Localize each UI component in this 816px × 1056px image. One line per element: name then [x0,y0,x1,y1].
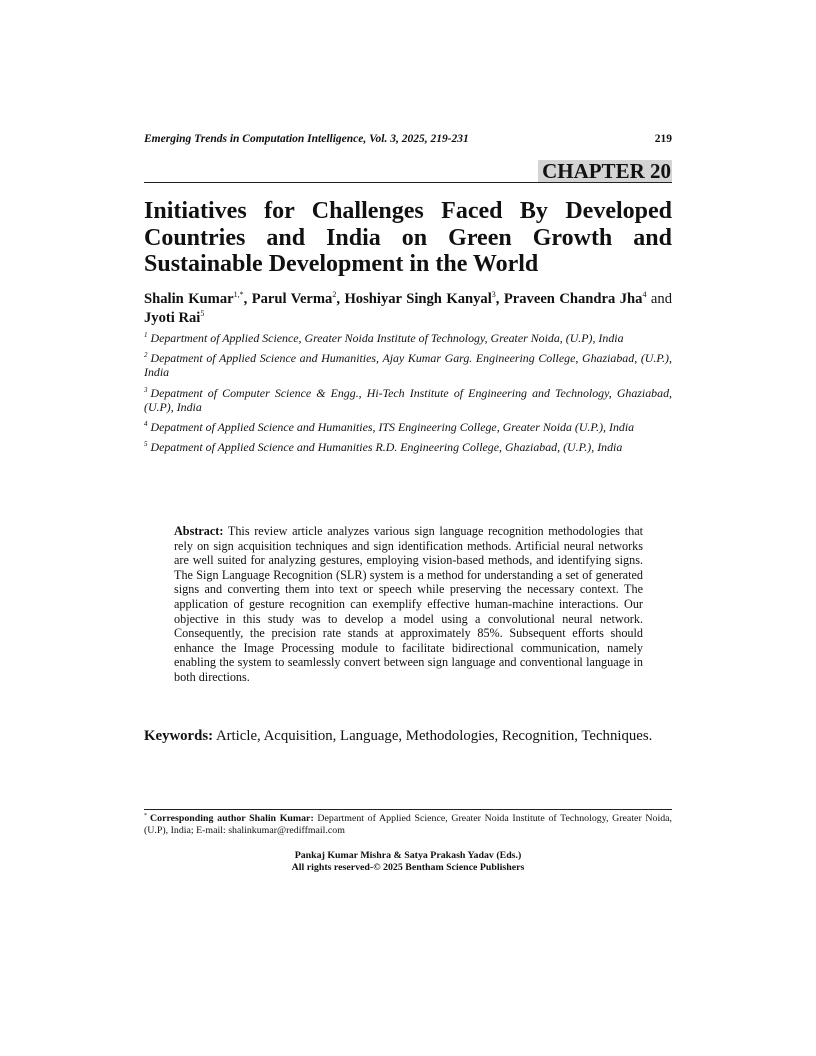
running-header [144,133,672,145]
chapter-title: Initiatives for Challenges Faced By Developed Countries and India on Green Growth and Sustainable Development in the World [144,198,672,277]
chapter-label: CHAPTER 20 [538,160,672,183]
abstract-text: This review article analyzes various sign language recognition methodologies that rely on sign acquisition techniques and sign identification methods. Artificial neural networks are well suited for analyzing gestures, employing vision-based methods, and identifying signs. The Sign Language Recognition (SLR) system is a method for understanding a set of generated signs and converting them into text or speech while preserving the necessary context. The application of gesture recognition can exemplify effective human-machine interactions. Our objective in this study was to develop a model using a convolutional neural network. Consequently, the precision rate stands at approximately 85%. Subsequent efforts should enhance the Image Processing module to facilitate bidirectional communication, namely enabling the system to seamlessly convert between sign language and conventional language in both directions. [174,524,644,684]
affiliation-number: 5 [144,440,148,449]
author-affil-mark: 2 [332,290,337,299]
publisher-info [144,850,672,875]
author-affil-mark: 4 [642,290,647,299]
author-separator: , [495,291,504,307]
affiliation-number: 2 [144,351,148,360]
affiliation-number: 4 [144,420,148,429]
author-list [144,290,672,328]
abstract-label: Abstract: [174,524,224,538]
affiliation-number: 1 [144,331,148,339]
affiliation-text: Department of Applied Science, Greater Noida Institute of Technology, Greater Noida, (U.P), India [150,331,624,345]
footnote-marker: * [144,813,147,819]
chapter-rule [144,182,672,183]
affiliation [144,420,672,434]
rights-line: All rights reserved-© 2025 Bentham Science Publishers [291,862,525,874]
author-affil-mark: 5 [200,309,205,318]
affiliation [144,440,672,454]
affiliation [144,351,672,379]
affiliation-list [144,331,672,460]
footnote-label: Corresponding author Shalin Kumar: [150,813,314,824]
author-affil-mark: 3 [491,290,496,299]
author-affil-mark: 1,* [233,290,244,299]
affiliation [144,386,672,414]
author-separator: , [243,291,252,307]
affiliation-text: Depatment of Applied Science and Humanities R.D. Engineering College, Ghaziabad, (U.P.), India [150,440,623,455]
page-number: 219 [654,133,672,145]
author-name: Parul Verma [251,291,333,307]
abstract [174,524,643,685]
keywords [144,727,672,745]
keywords-text: Article, Acquisition, Language, Methodologies, Recognition, Techniques. [215,728,653,744]
author-separator: , [336,291,345,307]
author-name: Jyoti Rai [144,310,201,326]
footnote-text: Department of Applied Science, Greater Noida Institute of Technology, Greater Noida, (U.P), India; E-mail: shalinkumar@rediffmail.com [144,813,672,837]
author-separator: and [646,291,672,307]
affiliation-text: Depatment of Applied Science and Humanities, Ajay Kumar Garg. Engineering College, Ghaziabad, (U.P.), India [144,351,672,380]
author-name: Praveen Chandra Jha [503,291,643,307]
affiliation-number: 3 [144,385,148,394]
corresponding-author-footnote [144,813,672,838]
keywords-label: Keywords: [144,728,214,744]
author-name: Hoshiyar Singh Kanyal [344,291,492,307]
affiliation [144,331,672,345]
journal-citation: Emerging Trends in Computation Intelligence, Vol. 3, 2025, 219-231 [144,133,469,145]
affiliation-text: Depatment of Applied Science and Humanities, ITS Engineering College, Greater Noida (U.P.), India [150,420,635,435]
footnote-rule [144,809,672,810]
editors-line: Pankaj Kumar Mishra & Satya Prakash Yadav (Eds.) [294,850,522,861]
affiliation-text: Depatment of Computer Science & Engg., Hi-Tech Institute of Engineering and Technology, Ghaziabad, (U.P), India [144,385,672,414]
author-name: Shalin Kumar [144,291,234,307]
